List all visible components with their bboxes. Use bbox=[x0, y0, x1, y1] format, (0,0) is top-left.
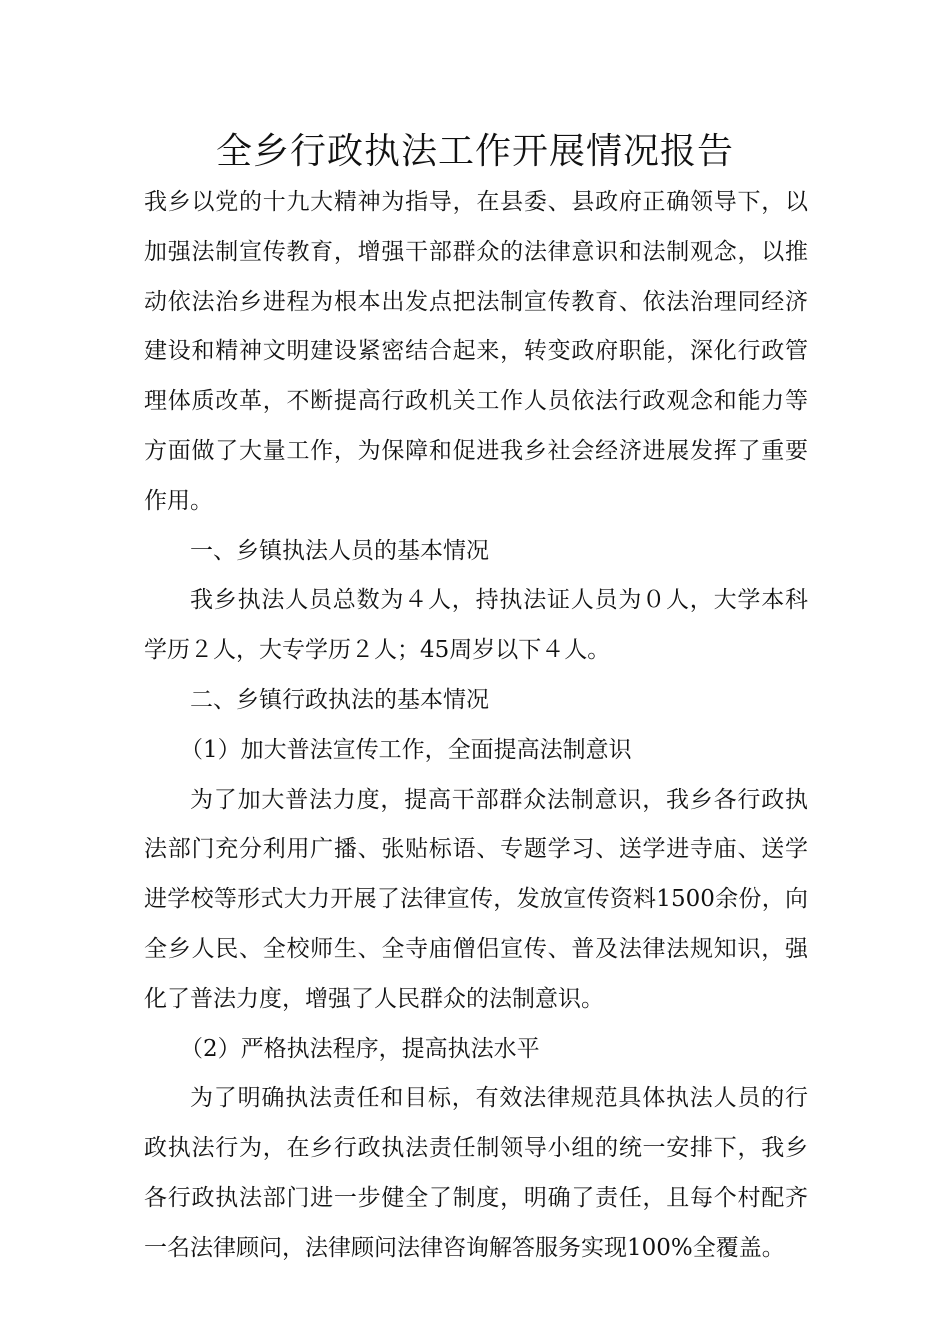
section-1-paragraph: 我乡执法人员总数为４人，持执法证人员为０人，大学本科学历２人，大专学历２人；45周岁以下４人。 bbox=[144, 587, 808, 664]
document-title: 全乡行政执法工作开展情况报告 bbox=[215, 131, 734, 172]
intro-paragraph: 我乡以党的十九大精神为指导，在县委、县政府正确领导下，以加强法制宣传教育，增强干部群众的法律意识和法制观念，以推动依法治乡进程为根本出发点把法制宣传教育、依法治理同经济建设和精神文明建设紧密结合起来，转变政府职能，深化行政管理体质改革，不断提高行政机关工作人员依法行政观念和能力等方面做了大量工作，为保障和促进我乡社会经济进展发挥了重要作用。 bbox=[144, 189, 808, 514]
section-1-heading: 一、乡镇执法人员的基本情况 bbox=[190, 537, 489, 564]
subsection-1-paragraph: 为了加大普法力度，提高干部群众法制意识，我乡各行政执法部门充分利用广播、张贴标语、专题学习、送学进寺庙、送学进学校等形式大力开展了法律宣传，发放宣传资料1500余份，向全乡人民、全校师生、全寺庙僧侣宣传、普及法律法规知识，强化了普法力度，增强了人民群众的法制意识。 bbox=[144, 786, 808, 1012]
section-2-heading: 二、乡镇行政执法的基本情况 bbox=[190, 686, 489, 713]
document-body bbox=[144, 178, 808, 1274]
subsection-1-heading: （1）加大普法宣传工作，全面提高法制意识 bbox=[180, 736, 632, 763]
subsection-2-heading: （2）严格执法程序，提高执法水平 bbox=[180, 1035, 540, 1062]
subsection-2-paragraph: 为了明确执法责任和目标，有效法律规范具体执法人员的行政执法行为，在乡行政执法责任制领导小组的统一安排下，我乡各行政执法部门进一步健全了制度，明确了责任，且每个村配齐一名法律顾问，法律顾问法律咨询解答服务实现100%全覆盖。 bbox=[144, 1085, 808, 1261]
